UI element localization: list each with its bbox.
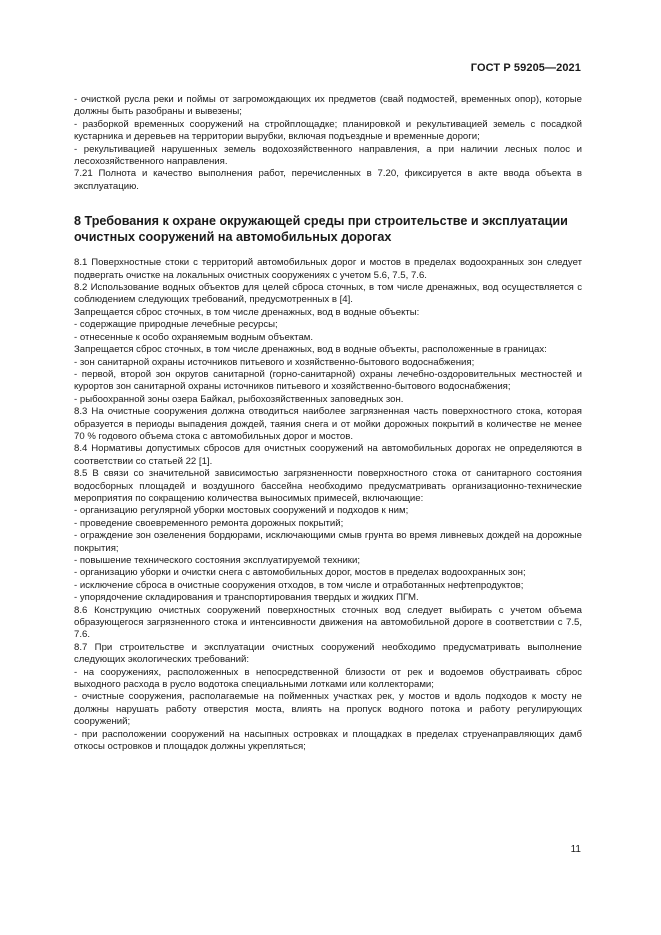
section-paragraph: Запрещается сброс сточных, в том числе дренажных, вод в водные объекты, расположенные в границах: bbox=[74, 344, 547, 356]
section-paragraph: - повышение технического состояния эксплуатируемой техники; bbox=[74, 555, 361, 566]
section-paragraph: 8.1 Поверхностные стоки с территорий автомобильных дорог и мостов в пределах водоохранных зон следует подвергать очистке на локальных очистных сооружениях с учетом 5.6, 7.5, 7.6. bbox=[74, 257, 582, 281]
section-paragraph: - зон санитарной охраны источников питьевого и хозяйственно-бытового водоснабжения; bbox=[74, 356, 475, 368]
section-paragraph: - первой, второй зон округов санитарной (горно-санитарной) охраны лечебно-оздоровительных местностей и курортов зон санитарной охраны источников питьевого и хозяйственно-бытового водоснабжения; bbox=[74, 368, 582, 393]
section-paragraphs bbox=[74, 257, 582, 753]
section-paragraph: 8.3 На очистные сооружения должна отводиться наиболее загрязненная часть поверхностного стока, которая образуется в периоды выпадения дождей, таяния снега и от мойки дорожных покрытий в количестве не менее 70 % годового объема стока с автомобильных дорог и мостов. bbox=[74, 406, 582, 442]
section-paragraph: - организацию уборки и очистки снега с автомобильных дорог, мостов в пределах водоохранных зон; bbox=[74, 567, 526, 579]
section-paragraph: - очистные сооружения, располагаемые на пойменных участках рек, у мостов и вдоль подходов к мосту не должны нарушать работу отверстия моста, влиять на пропуск водного потока и работу регулирующих сооружений; bbox=[74, 691, 582, 728]
intro-paragraph: 7.21 Полнота и качество выполнения работ, перечисленных в 7.20, фиксируется в акте ввода объекта в эксплуатацию. bbox=[74, 168, 582, 192]
section-paragraph: 8.7 При строительстве и эксплуатации очистных сооружений необходимо предусматривать выполнение следующих экологических требований: bbox=[74, 641, 582, 666]
intro-paragraph: - рекультивацией нарушенных земель водохозяйственного направления, а при наличии лесных полос и лесохозяйственного направления. bbox=[74, 143, 582, 168]
page-number: 11 bbox=[570, 844, 581, 855]
section-paragraph: - отнесенные к особо охраняемым водным объектам. bbox=[74, 331, 314, 343]
section-paragraph: - при расположении сооружений на насыпных островках и площадках в пределах струенаправляющих дамб откосы островков и площадок должны укрепляться; bbox=[74, 728, 582, 753]
section-paragraph: - упорядочение складирования и транспортирования твердых и жидких ПГМ. bbox=[74, 592, 419, 604]
section-paragraph: - рыбоохранной зоны озера Байкал, рыбохозяйственных заповедных зон. bbox=[74, 393, 404, 405]
section-paragraph: - на сооружениях, расположенных в непосредственной близости от рек и водоемов обустраивать сброс выходного расхода в русло водотока специальными лотками или коллекторами; bbox=[74, 666, 582, 691]
section-paragraph: - организацию регулярной уборки мостовых сооружений и подходов к ним; bbox=[74, 505, 409, 517]
section-heading: 8 Требования к охране окружающей среды при строительстве и эксплуатации очистных сооружений на автомобильных дорогах bbox=[74, 214, 568, 245]
section-paragraph: - ограждение зон озеленения бордюрами, исключающими смыв грунта во время ливневых дождей на дорожные покрытия; bbox=[74, 530, 582, 554]
section-paragraph: Запрещается сброс сточных, в том числе дренажных, вод в водные объекты: bbox=[74, 306, 420, 318]
document-header: ГОСТ Р 59205—2021 bbox=[470, 62, 581, 74]
section-paragraph: 8.6 Конструкцию очистных сооружений поверхностных сточных вод следует выбирать с учетом объема образующегося загрязненного стока и интенсивности движения на автомобильной дороге в соответствии с 7.5, 7.6. bbox=[74, 604, 582, 641]
section-paragraph: - исключение сброса в очистные сооружения отходов, в том числе и отработанных нефтепродуктов; bbox=[74, 579, 524, 591]
intro-paragraph: - разборкой временных сооружений на стройплощадке; планировкой и рекультивацией земель с посадкой кустарника и деревьев на территории вырубки, включая подъездные и временные дороги; bbox=[74, 118, 582, 143]
section-paragraph: 8.4 Нормативы допустимых сбросов для очистных сооружений на автомобильных дорогах не определяются в соответствии со статьей 22 [1]. bbox=[74, 443, 582, 467]
intro-paragraph: - очисткой русла реки и поймы от загромождающих их предметов (свай подмостей, временных опор), которые должны быть разобраны и вывезены; bbox=[74, 94, 582, 118]
section-paragraph: 8.5 В связи со значительной зависимостью загрязненности поверхностного стока от санитарного состояния водосборных площадей и воздушного бассейна необходимо предусматривать организационно-технические мероприятия по сокращению количества выносимых примесей, включающие: bbox=[74, 468, 582, 504]
section-paragraph: - проведение своевременного ремонта дорожных покрытий; bbox=[74, 517, 344, 529]
document-body bbox=[74, 94, 582, 754]
section-paragraph: 8.2 Использование водных объектов для целей сброса сточных, в том числе дренажных, вод осуществляется с соблюдением следующих требований, предусмотренных в [4]. bbox=[74, 282, 582, 306]
section-paragraph: - содержащие природные лечебные ресурсы; bbox=[74, 319, 278, 331]
